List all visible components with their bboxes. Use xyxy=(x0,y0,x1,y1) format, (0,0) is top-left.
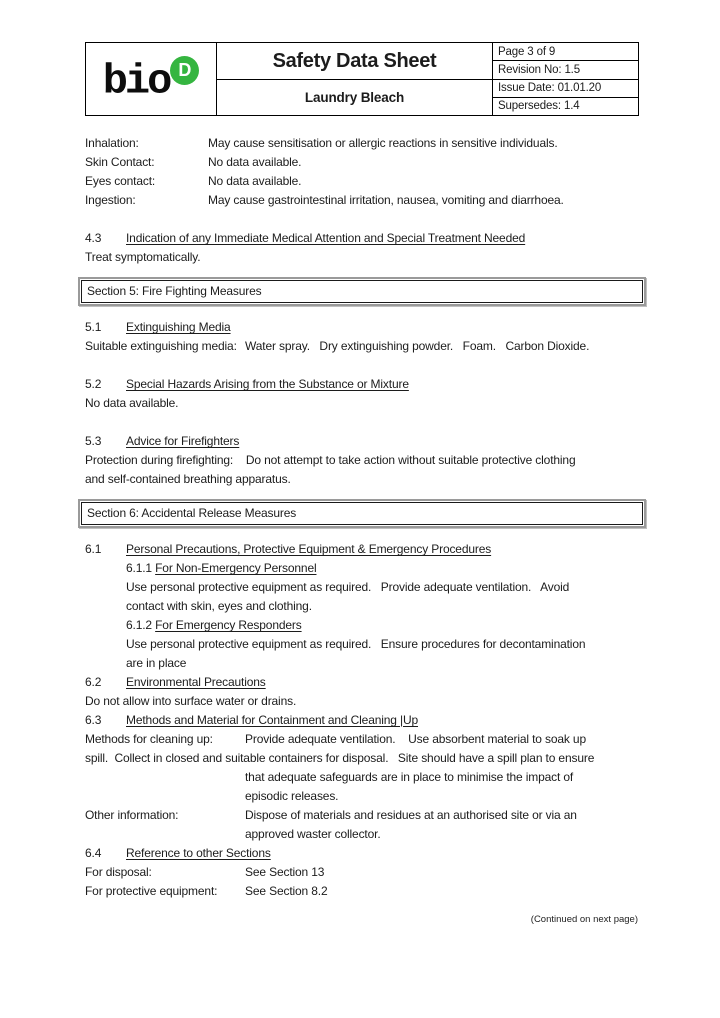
field-label: Suitable extinguishing media: xyxy=(85,339,237,353)
document-body xyxy=(85,116,639,901)
heading-number: 5.2 xyxy=(85,377,102,391)
text-line: Use personal protective equipment as required. Ensure procedures for decontamination xyxy=(126,637,586,651)
document-title: Safety Data Sheet xyxy=(217,43,492,80)
heading-number: 6.1 xyxy=(85,542,102,556)
field-label: Other information: xyxy=(85,808,179,822)
field-value: Provide adequate ventilation. Use absorbent material to soak up xyxy=(245,732,586,746)
sub-heading xyxy=(85,559,639,578)
section-header-box xyxy=(78,277,646,306)
sub-heading-text: For Non-Emergency Personnel xyxy=(155,561,317,575)
text-line: No data available. xyxy=(85,396,179,410)
text-line: that adequate safeguards are in place to minimise the impact of xyxy=(245,770,574,784)
revision-meta-table xyxy=(493,43,638,115)
text-line: Protection during firefighting: Do not attempt to take action without suitable protective clothing xyxy=(85,453,576,467)
section-header-box xyxy=(78,499,646,528)
revision-number: Revision No: 1.5 xyxy=(493,61,638,79)
field-value: No data available. xyxy=(208,174,302,188)
continued-note: (Continued on next page) xyxy=(530,914,638,925)
field-value: See Section 13 xyxy=(245,865,325,879)
heading-number: 5.3 xyxy=(85,434,102,448)
numbered-heading xyxy=(85,375,639,394)
field-label: For protective equipment: xyxy=(85,884,218,898)
field-label: For disposal: xyxy=(85,865,152,879)
numbered-heading xyxy=(85,711,639,730)
field-value: May cause sensitisation or allergic reactions in sensitive individuals. xyxy=(208,136,558,150)
heading-text: Methods and Material for Containment and Cleaning |Up xyxy=(126,713,419,727)
heading-text: Advice for Firefighters xyxy=(126,434,240,448)
document-header-table xyxy=(85,42,639,116)
spacer xyxy=(85,413,639,432)
section-header-title: Section 5: Fire Fighting Measures xyxy=(81,280,643,303)
field-row xyxy=(85,153,639,172)
field-row xyxy=(85,730,639,749)
heading-number: 6.4 xyxy=(85,846,102,860)
issue-date: Issue Date: 01.01.20 xyxy=(493,80,638,98)
logo-d-badge-icon: D xyxy=(170,56,199,85)
logo-cell xyxy=(86,43,217,115)
field-label: Methods for cleaning up: xyxy=(85,732,213,746)
page-number: Page 3 of 9 xyxy=(493,43,638,61)
sub-heading xyxy=(85,616,639,635)
field-label: Inhalation: xyxy=(85,136,139,150)
field-row xyxy=(85,191,639,210)
field-label: Skin Contact: xyxy=(85,155,155,169)
supersedes: Supersedes: 1.4 xyxy=(498,100,580,113)
field-row xyxy=(85,172,639,191)
field-value: Dispose of materials and residues at an authorised site or via an xyxy=(245,808,577,822)
heading-number: 4.3 xyxy=(85,231,102,245)
logo-bio-text: bio xyxy=(102,57,170,106)
heading-number: 5.1 xyxy=(85,320,102,334)
text-line: are in place xyxy=(126,656,187,670)
numbered-heading xyxy=(85,432,639,451)
text-line: approved waster collector. xyxy=(245,827,381,841)
field-row xyxy=(85,882,639,901)
text-line: Use personal protective equipment as required. Provide adequate ventilation. Avoid xyxy=(126,580,570,594)
heading-text: Indication of any Immediate Medical Attention and Special Treatment Needed xyxy=(126,231,526,245)
field-label: Eyes contact: xyxy=(85,174,156,188)
text-line: and self-contained breathing apparatus. xyxy=(85,472,291,486)
text-line: Do not allow into surface water or drains. xyxy=(85,694,297,708)
numbered-heading xyxy=(85,229,639,248)
spacer xyxy=(85,356,639,375)
numbered-heading xyxy=(85,540,639,559)
text-line: Treat symptomatically. xyxy=(85,250,201,264)
heading-text: Personal Precautions, Protective Equipment & Emergency Procedures xyxy=(126,542,492,556)
sub-heading-number: 6.1.1 xyxy=(126,561,156,575)
numbered-heading xyxy=(85,673,639,692)
bio-d-logo xyxy=(102,56,200,106)
field-row xyxy=(85,863,639,882)
field-value: May cause gastrointestinal irritation, nausea, vomiting and diarrhoea. xyxy=(208,193,564,207)
heading-number: 6.3 xyxy=(85,713,102,727)
section-header-title: Section 6: Accidental Release Measures xyxy=(81,502,643,525)
heading-text: Extinguishing Media xyxy=(126,320,231,334)
title-cell xyxy=(217,43,493,115)
sub-heading-number: 6.1.2 xyxy=(126,618,156,632)
numbered-heading xyxy=(85,318,639,337)
numbered-heading xyxy=(85,844,639,863)
heading-text: Environmental Precautions xyxy=(126,675,266,689)
field-row xyxy=(85,806,639,825)
field-value: Water spray. Dry extinguishing powder. Foam. Carbon Dioxide. xyxy=(245,339,590,353)
text-line: spill. Collect in closed and suitable containers for disposal. Site should have a spill plan to ensure xyxy=(85,751,595,765)
field-row xyxy=(85,134,639,153)
spacer xyxy=(85,210,639,229)
field-row xyxy=(85,337,639,356)
text-line: contact with skin, eyes and clothing. xyxy=(126,599,312,613)
sub-heading-text: For Emergency Responders xyxy=(155,618,302,632)
field-label: Ingestion: xyxy=(85,193,136,207)
heading-number: 6.2 xyxy=(85,675,102,689)
field-value: No data available. xyxy=(208,155,302,169)
heading-text: Reference to other Sections xyxy=(126,846,271,860)
heading-text: Special Hazards Arising from the Substance or Mixture xyxy=(126,377,409,391)
product-name: Laundry Bleach xyxy=(304,90,405,105)
text-line: episodic releases. xyxy=(245,789,339,803)
field-value: See Section 8.2 xyxy=(245,884,328,898)
